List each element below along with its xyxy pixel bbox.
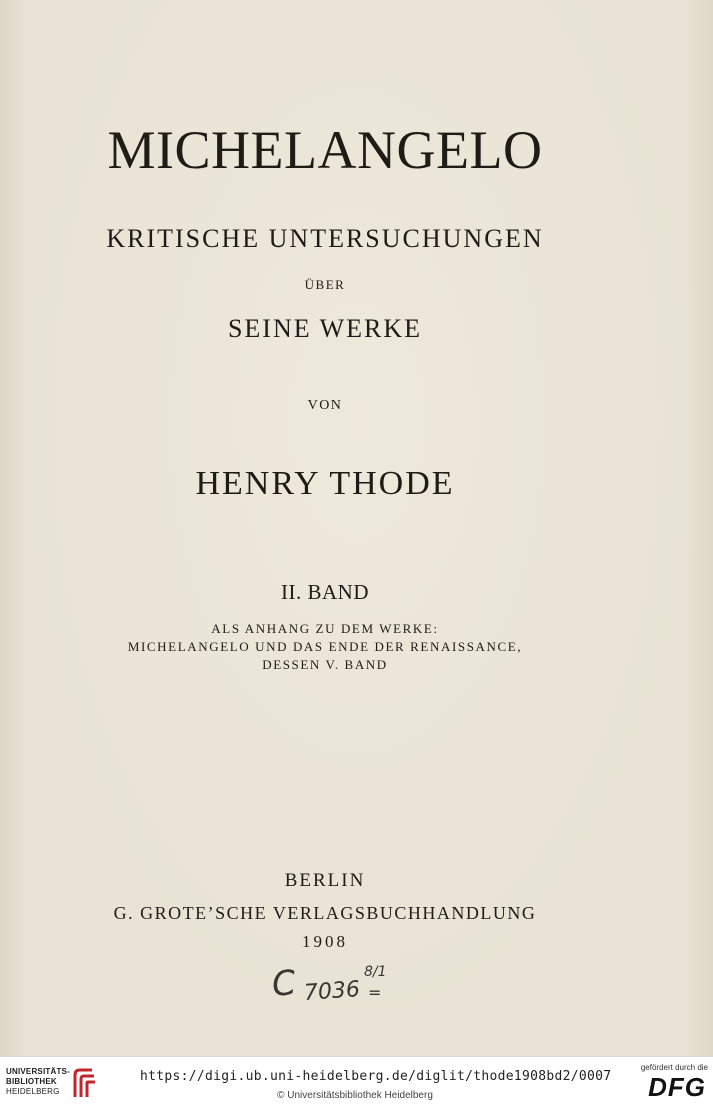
shelfmark-fraction: 8/1 bbox=[364, 964, 387, 980]
funding-logo[interactable] bbox=[626, 1063, 708, 1103]
author-preposition: VON bbox=[307, 398, 343, 413]
handwritten-shelfmark bbox=[269, 962, 402, 1012]
appendix-line: DESSEN V. BAND bbox=[262, 657, 388, 672]
university-library-logo[interactable] bbox=[6, 1067, 101, 1103]
logo-text-line: HEIDELBERG bbox=[6, 1087, 60, 1096]
book-subtitle-continued: SEINE WERKE bbox=[227, 314, 423, 343]
author-name: HENRY THODE bbox=[195, 465, 455, 502]
logo-text-line: UNIVERSITÄTS- bbox=[6, 1067, 70, 1076]
subtitle-preposition: ÜBER bbox=[304, 277, 346, 292]
publisher-name: G. GROTE’SCHE VERLAGSBUCHHANDLUNG bbox=[113, 903, 537, 923]
library-emblem-icon bbox=[72, 1067, 98, 1099]
shelfmark-number: 7036 bbox=[303, 977, 361, 1006]
shelfmark-letter: C bbox=[269, 962, 298, 1006]
book-title: MICHELANGELO bbox=[107, 120, 543, 180]
publication-year: 1908 bbox=[302, 932, 348, 951]
shelfmark-mark: = bbox=[368, 983, 382, 1002]
dfg-logo-icon: DFG bbox=[648, 1072, 706, 1102]
appendix-line: MICHELANGELO UND DAS ENDE DER RENAISSANCE, bbox=[127, 639, 523, 654]
publication-place: BERLIN bbox=[284, 870, 366, 891]
copyright-notice: © Universitätsbibliothek Heidelberg bbox=[277, 1090, 433, 1101]
permalink-url[interactable]: https://digi.ub.uni-heidelberg.de/diglit/thode1908bd2/0007 bbox=[140, 1069, 612, 1084]
book-subtitle: KRITISCHE UNTERSUCHUNGEN bbox=[106, 224, 544, 253]
volume-label: II. BAND bbox=[281, 580, 369, 604]
appendix-line: ALS ANHANG ZU DEM WERKE: bbox=[211, 621, 439, 636]
viewer-footer bbox=[0, 1056, 713, 1109]
funding-note: gefördert durch die bbox=[640, 1063, 708, 1072]
logo-text-line: BIBLIOTHEK bbox=[6, 1077, 57, 1086]
